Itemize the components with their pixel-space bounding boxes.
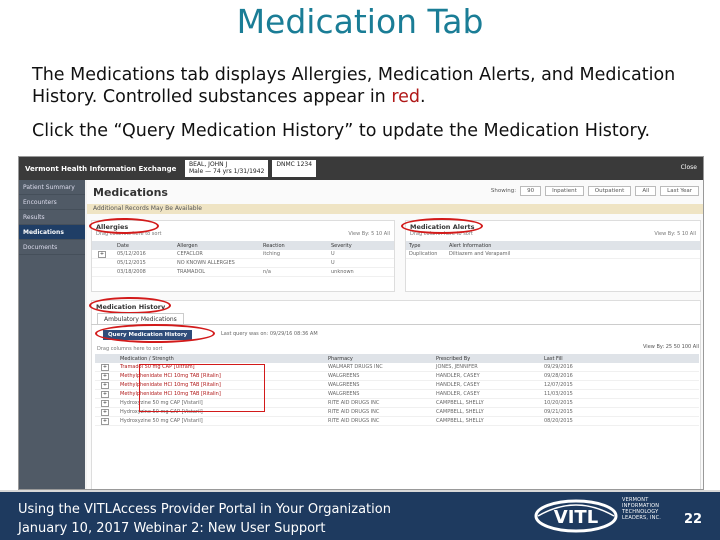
table-row[interactable] — [92, 259, 394, 268]
portal-header — [19, 157, 703, 180]
col-type[interactable]: Type — [409, 242, 421, 249]
cell: Hydroxyzine 50 mg CAP [Vistaril] — [120, 400, 203, 406]
sidebar-item-encounters[interactable]: Encounters — [19, 195, 85, 210]
cell: unknown — [331, 269, 354, 275]
expand-icon[interactable]: + — [102, 372, 108, 379]
expand-icon[interactable]: + — [102, 363, 108, 370]
cell: WALMART DRUGS INC — [328, 364, 383, 370]
cell: Duplication — [409, 251, 438, 257]
logo-text: VITL — [553, 507, 599, 528]
patient-name: BEAL, JOHN J — [189, 161, 228, 168]
patient-banner — [185, 160, 268, 177]
showing-label: Showing: — [490, 188, 517, 194]
expand-cell[interactable] — [95, 400, 117, 407]
cell: 05/12/2015 — [117, 260, 146, 266]
expand-icon[interactable]: + — [102, 417, 108, 424]
col-alert-information[interactable]: Alert Information — [449, 242, 492, 249]
col-allergen[interactable]: Allergen — [177, 242, 198, 249]
medications-title: Medications — [93, 185, 168, 199]
portal-main — [87, 180, 704, 490]
query-medication-history-button[interactable]: Query Medication History — [103, 330, 192, 340]
cell: 08/20/2015 — [544, 418, 573, 424]
query-annotation-oval — [95, 324, 215, 343]
expand-icon[interactable]: + — [99, 250, 105, 257]
filter-buttons — [491, 186, 699, 196]
cell: 09/21/2015 — [544, 409, 573, 415]
tab-ambulatory-medications[interactable]: Ambulatory Medications — [97, 313, 184, 325]
table-row[interactable] — [95, 417, 699, 426]
table-row[interactable] — [406, 250, 700, 259]
cell: Methylphenidate HCl 10mg TAB [Ritalin] — [120, 373, 221, 379]
controlled-substances-box — [139, 364, 265, 412]
slide-title: Medication Tab — [236, 2, 484, 41]
expand-icon[interactable]: + — [102, 399, 108, 406]
expand-cell[interactable] — [95, 418, 117, 425]
cell: WALGREENS — [328, 391, 360, 397]
cell: NO KNOWN ALLERGIES — [177, 260, 235, 266]
cell: Diltiazem and Verapamil — [449, 251, 511, 257]
patient-demographics: Male — 74 yrs 1/31/1942 — [189, 168, 265, 175]
expand-icon[interactable]: + — [102, 381, 108, 388]
additional-records-warning: Additional Records May Be Available — [87, 204, 704, 214]
cell: U — [331, 260, 335, 266]
expand-cell[interactable] — [95, 409, 117, 416]
alerts-header-row — [406, 241, 700, 250]
alerts-annotation-oval — [401, 218, 483, 234]
paragraph-2: Click the “Query Medication History” to update the Medication History. — [32, 121, 651, 141]
cell: CEFACLOR — [177, 251, 203, 257]
cell: JONES, JENNIFER — [436, 364, 478, 370]
red-word: red — [391, 87, 421, 107]
cell: Methylphenidate HCl 10mg TAB [Ritalin] — [120, 391, 221, 397]
cell: CAMPBELL, SHELLY — [436, 409, 484, 415]
allergies-annotation-oval — [89, 218, 159, 234]
col-severity[interactable]: Severity — [331, 242, 352, 249]
cell: HANDLER, CASEY — [436, 391, 480, 397]
allergies-sort-text: Drag columns here to sort — [96, 231, 162, 237]
col-pharmacy[interactable]: Pharmacy — [328, 355, 353, 362]
medications-header — [87, 180, 704, 204]
cell: HANDLER, CASEY — [436, 373, 480, 379]
cell: 09/28/2016 — [544, 373, 573, 379]
expand-cell[interactable] — [95, 373, 117, 380]
table-row[interactable] — [92, 268, 394, 277]
sidebar-item-results[interactable]: Results — [19, 210, 85, 225]
cell: WALGREENS — [328, 382, 360, 388]
filter-last-year-button[interactable]: Last Year — [660, 186, 699, 196]
cell: TRAMADOL — [177, 269, 206, 275]
sidebar-item-medications[interactable]: Medications — [19, 225, 85, 240]
table-row[interactable] — [92, 250, 394, 259]
expand-icon[interactable]: + — [102, 408, 108, 415]
expand-cell[interactable] — [95, 382, 117, 389]
allergies-view-by[interactable]: View By: 5 10 All — [348, 231, 390, 237]
cell: 12/07/2015 — [544, 382, 573, 388]
cell: 11/03/2015 — [544, 391, 573, 397]
filter-90-button[interactable]: 90 — [520, 186, 541, 196]
filter-all-button[interactable]: All — [635, 186, 656, 196]
slide-body — [32, 64, 712, 154]
portal-brand: Vermont Health Information Exchange — [25, 164, 177, 173]
history-title: Medication History — [96, 303, 166, 311]
logo-tagline: VERMONT INFORMATION TECHNOLOGY LEADERS, INC. — [622, 497, 662, 521]
close-link[interactable]: Close — [680, 164, 697, 171]
cell: WALGREENS — [328, 373, 360, 379]
cell: 03/18/2008 — [117, 269, 146, 275]
cell: Tramadol 50 mg CAP [Ultram] — [120, 364, 195, 370]
col-date[interactable]: Date — [117, 242, 129, 249]
paragraph-1-text: The Medications tab displays Allergies, Medication Alerts, and Medication History. Controlled substances appear in — [32, 65, 676, 107]
cell: n/a — [263, 269, 271, 275]
cell: CAMPBELL, SHELLY — [436, 400, 484, 406]
filter-inpatient-button[interactable]: Inpatient — [545, 186, 584, 196]
col-last-fill[interactable]: Last Fill — [544, 355, 563, 362]
page-number: 22 — [684, 512, 703, 527]
portal-screenshot — [18, 156, 704, 490]
cell: itching — [263, 251, 280, 257]
cell: Methylphenidate HCl 10mg TAB [Ritalin] — [120, 382, 221, 388]
cell: 09/29/2016 — [544, 364, 573, 370]
sidebar-item-documents[interactable]: Documents — [19, 240, 85, 255]
cell: Hydroxyzine 50 mg CAP [Vistaril] — [120, 418, 203, 424]
expand-cell[interactable] — [95, 364, 117, 371]
history-view-by[interactable]: View By: 25 50 100 All — [643, 344, 699, 350]
cell: 05/12/2016 — [117, 251, 146, 257]
portal-sidebar — [19, 180, 85, 490]
alerts-sort-text: Drag column here to sort — [410, 231, 473, 237]
paragraph-1 — [32, 64, 712, 108]
cell: RITE AID DRUGS INC — [328, 418, 380, 424]
allergies-header-row — [92, 241, 394, 250]
allergies-title: Allergies — [96, 223, 129, 231]
sidebar-item-patient-summary[interactable]: Patient Summary — [19, 180, 85, 195]
col-medication[interactable]: Medication / Strength — [120, 355, 174, 362]
expand-cell[interactable] — [95, 391, 117, 398]
filter-outpatient-button[interactable]: Outpatient — [588, 186, 632, 196]
vitl-logo — [530, 496, 622, 536]
col-prescribed-by[interactable]: Prescribed By — [436, 355, 471, 362]
col-reaction[interactable]: Reaction — [263, 242, 285, 249]
last-query-text: Last query was on: 09/29/16 08:36 AM — [221, 331, 318, 337]
cell: HANDLER, CASEY — [436, 382, 480, 388]
patient-id: DNMC 1234 — [272, 160, 316, 177]
history-annotation-oval — [89, 297, 171, 314]
footer-text — [18, 500, 391, 538]
history-sort-hint: Drag columns here to sort — [97, 346, 163, 352]
cell: 10/20/2015 — [544, 400, 573, 406]
cell: U — [331, 251, 335, 257]
footer-line-2: January 10, 2017 Webinar 2: New User Support — [18, 521, 326, 536]
alerts-title: Medication Alerts — [410, 223, 475, 231]
expand-icon[interactable]: + — [102, 390, 108, 397]
footer-line-1: Using the VITLAccess Provider Portal in Your Organization — [18, 502, 391, 517]
cell: CAMPBELL, SHELLY — [436, 418, 484, 424]
alerts-view-by[interactable]: View By: 5 10 All — [654, 231, 696, 237]
history-header-row — [95, 354, 699, 363]
cell: Hydroxyzine 50 mg CAP [Vistaril] — [120, 409, 203, 415]
cell: RITE AID DRUGS INC — [328, 409, 380, 415]
cell: RITE AID DRUGS INC — [328, 400, 380, 406]
paragraph-1-end: . — [420, 87, 426, 107]
